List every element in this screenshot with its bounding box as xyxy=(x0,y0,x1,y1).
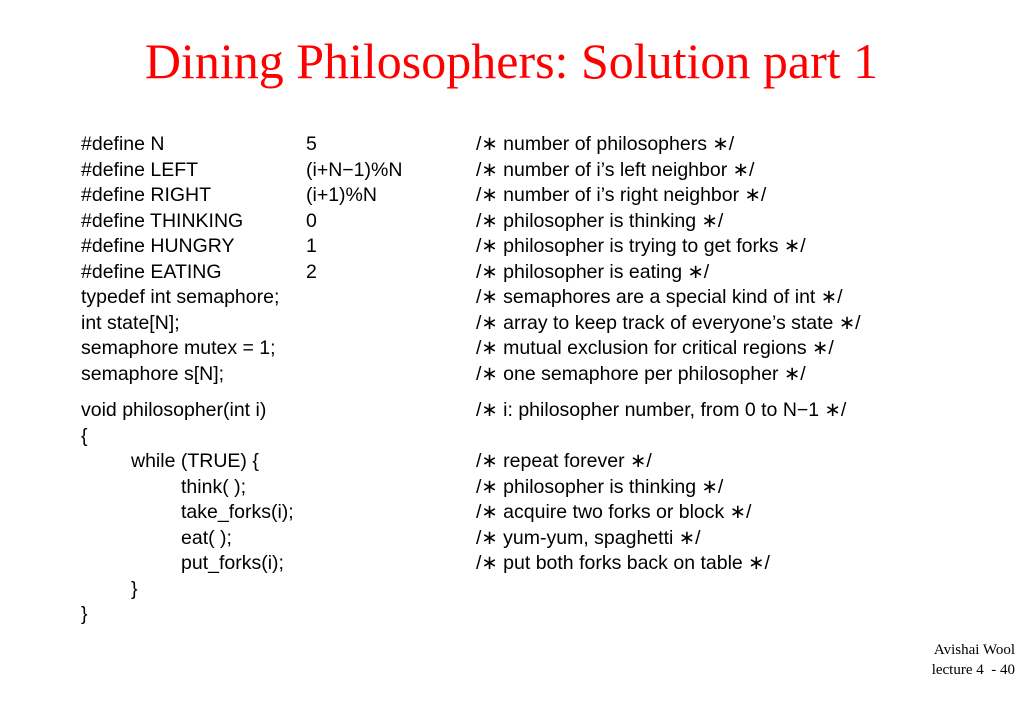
code-comment: /∗ repeat forever ∗/ xyxy=(476,450,652,472)
define-line xyxy=(0,182,1023,208)
statement-text: put_forks(i); xyxy=(181,552,284,574)
code-comment: /∗ philosopher is thinking ∗/ xyxy=(476,475,724,498)
code-comment: /∗ mutual exclusion for critical regions ∗/ xyxy=(476,337,834,359)
statement-line xyxy=(0,499,1023,525)
code-comment: /∗ array to keep track of everyone’s state ∗/ xyxy=(476,311,861,334)
code-comment: /∗ semaphores are a special kind of int ∗/ xyxy=(476,286,843,308)
define-value: (i+1)%N xyxy=(306,184,377,206)
define-value: (i+N−1)%N xyxy=(306,158,403,181)
statement-line xyxy=(0,550,1023,576)
close-brace: } xyxy=(81,603,88,625)
define-line xyxy=(0,157,1023,183)
define-name: #define HUNGRY xyxy=(81,235,235,257)
define-name: #define EATING xyxy=(81,260,222,283)
function-signature: void philosopher(int i) xyxy=(81,399,267,421)
code-comment: /∗ acquire two forks or block ∗/ xyxy=(476,501,752,523)
code-comment: /∗ philosopher is eating ∗/ xyxy=(476,260,710,283)
code-comment: /∗ one semaphore per philosopher ∗/ xyxy=(476,362,806,385)
define-value: 2 xyxy=(306,260,317,283)
slide-title: Dining Philosophers: Solution part 1 xyxy=(144,33,879,89)
loop-close-brace: } xyxy=(131,577,138,600)
code-comment: /∗ yum-yum, spaghetti ∗/ xyxy=(476,526,701,549)
statement-text: think( ); xyxy=(181,475,247,498)
declaration-line xyxy=(0,335,1023,361)
define-line xyxy=(0,259,1023,285)
define-line xyxy=(0,131,1023,157)
declaration-text: int state[N]; xyxy=(81,311,180,334)
define-line xyxy=(0,208,1023,234)
loop-line xyxy=(0,448,1023,474)
declaration-line xyxy=(0,310,1023,336)
declaration-text: semaphore mutex = 1; xyxy=(81,337,276,359)
define-name: #define THINKING xyxy=(81,209,244,232)
while-loop: while (TRUE) { xyxy=(131,450,259,472)
define-value: 0 xyxy=(306,209,317,232)
statement-text: eat( ); xyxy=(181,526,232,549)
statement-text: take_forks(i); xyxy=(181,501,294,523)
footer-lecture: lecture 4 - 40 xyxy=(931,662,1015,678)
declaration-line xyxy=(0,361,1023,387)
code-comment: /∗ philosopher is trying to get forks ∗/ xyxy=(476,235,806,257)
declaration-line xyxy=(0,284,1023,310)
define-name: #define N xyxy=(81,133,165,155)
code-comment: /∗ number of i’s right neighbor ∗/ xyxy=(476,184,767,206)
statement-line xyxy=(0,474,1023,500)
open-brace-line xyxy=(0,423,1023,449)
open-brace: { xyxy=(81,425,88,447)
close-brace-line xyxy=(0,601,1023,627)
code-comment: /∗ number of philosophers ∗/ xyxy=(476,133,735,155)
code-comment: /∗ i: philosopher number, from 0 to N−1 ∗/ xyxy=(476,399,847,421)
declaration-text: semaphore s[N]; xyxy=(81,362,225,385)
code-comment: /∗ put both forks back on table ∗/ xyxy=(476,552,770,574)
define-name: #define LEFT xyxy=(81,158,199,181)
define-value: 1 xyxy=(306,235,317,257)
code-comment: /∗ philosopher is thinking ∗/ xyxy=(476,209,724,232)
footer-author: Avishai Wool xyxy=(933,642,1015,658)
define-value: 5 xyxy=(306,133,317,155)
define-line xyxy=(0,233,1023,259)
define-name: #define RIGHT xyxy=(81,184,212,206)
declaration-text: typedef int semaphore; xyxy=(81,286,280,308)
loop-close-line xyxy=(0,576,1023,602)
function-signature-line xyxy=(0,397,1023,423)
statement-line xyxy=(0,525,1023,551)
code-comment: /∗ number of i’s left neighbor ∗/ xyxy=(476,158,755,181)
